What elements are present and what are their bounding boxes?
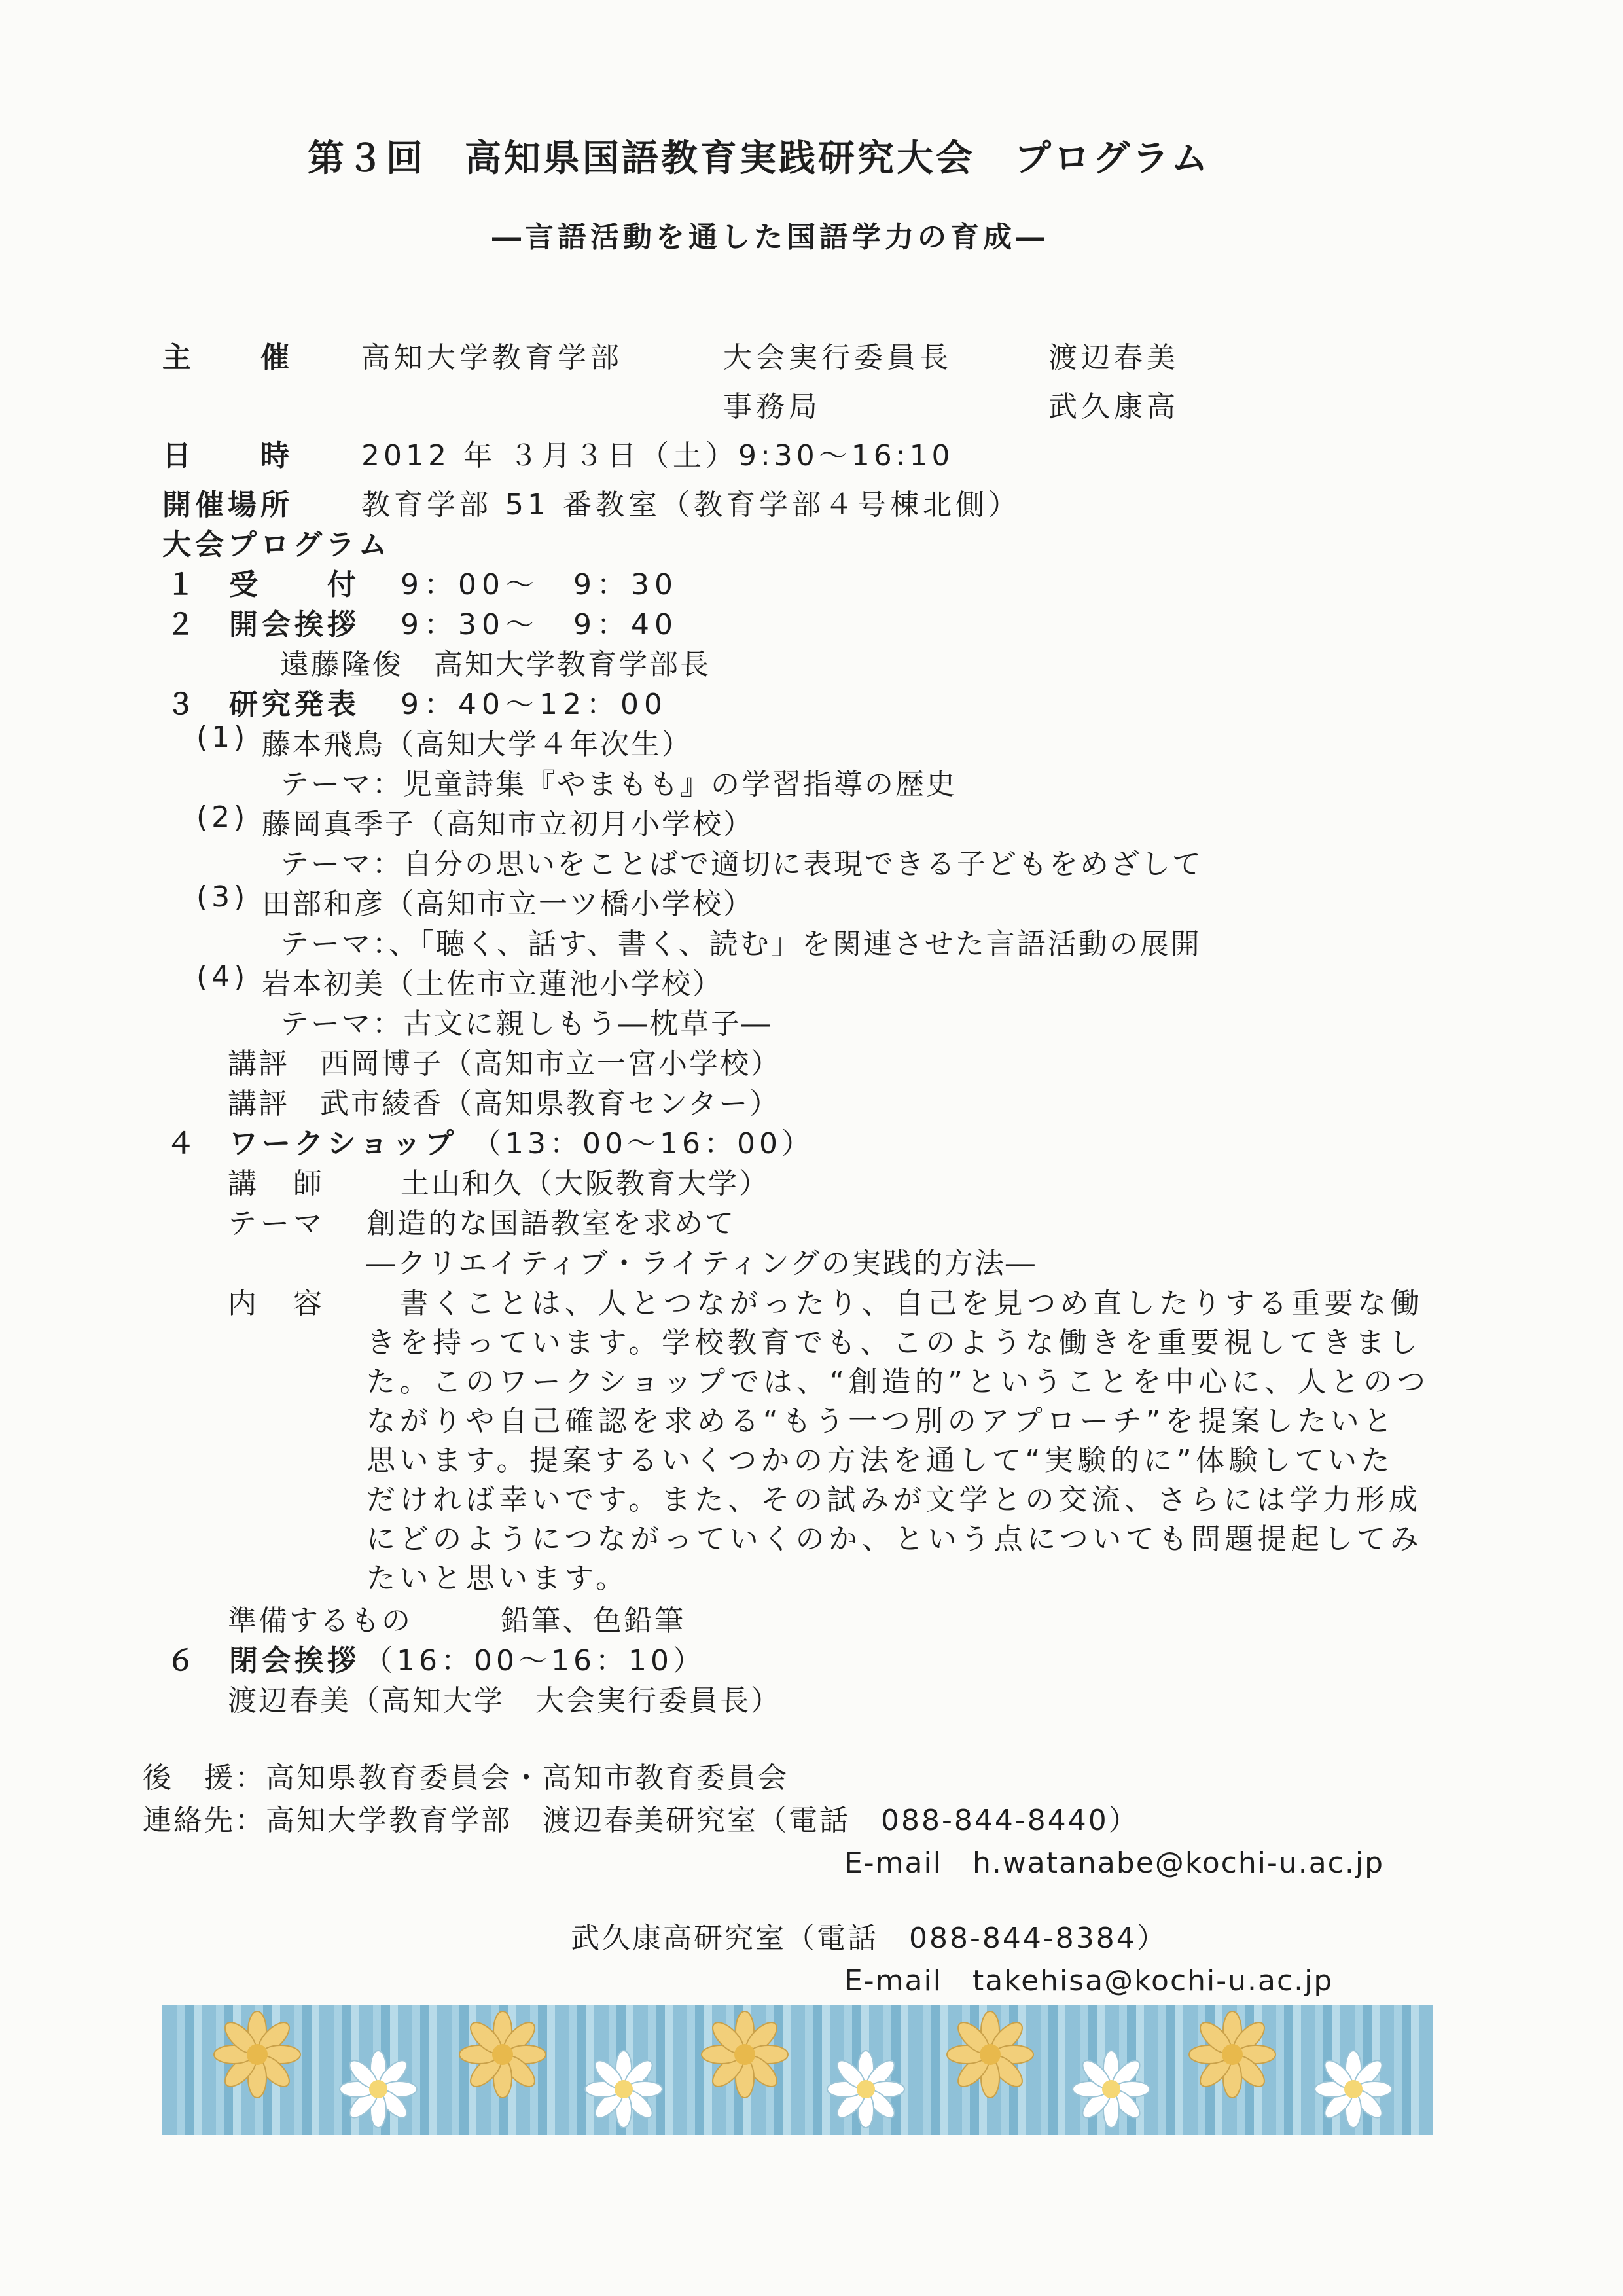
prep-value: 鉛筆、色鉛筆 xyxy=(501,1604,685,1638)
presentation-2-number: (2) xyxy=(196,800,249,834)
item2-label: 開会挨拶 xyxy=(229,608,360,641)
white-flower xyxy=(1315,2051,1392,2128)
theme-line-1: 創造的な国語教室を求めて xyxy=(366,1207,736,1240)
venue-label: 開催場所 xyxy=(162,488,293,522)
presentation-1-theme: テーマ：児童詩集『やまもも』の学習指導の歴史 xyxy=(280,768,957,801)
item6-number: ６ xyxy=(166,1644,199,1677)
item2-speaker: 遠藤隆俊 高知大学教育学部長 xyxy=(280,648,711,681)
content-line: た。このワークショップでは、“創造的”ということを中心に、人とのつ xyxy=(366,1365,1430,1399)
item3-time: 9：40～12：00 xyxy=(401,688,668,721)
content-line: だければ幸いです。また、その試みが文学との交流、さらには学力形成 xyxy=(366,1483,1422,1516)
office-role: 事務局 xyxy=(723,390,821,423)
yellow-flower xyxy=(947,2011,1033,2098)
white-flower xyxy=(340,2051,417,2128)
datetime-value: 2012 年 ３月３日（土）9:30～16:10 xyxy=(361,439,954,473)
presentation-3-theme: テーマ：、「聴く、話す、書く、読む」を関連させた言語活動の展開 xyxy=(280,927,1202,961)
presentation-3-number: (3) xyxy=(196,880,249,914)
yellow-flower xyxy=(702,2011,788,2098)
page-title: 第３回 高知県国語教育実践研究大会 プログラム xyxy=(308,137,1211,180)
page-subtitle: ―言語活動を通した国語学力の育成― xyxy=(492,221,1048,254)
item1-label: 受 付 xyxy=(229,568,360,601)
item2-time: 9：30～ 9：40 xyxy=(401,608,678,641)
item2-number: ２ xyxy=(166,608,199,641)
content-label: 内 容 xyxy=(228,1287,326,1320)
item4-time: （13：00～16：00） xyxy=(473,1127,814,1160)
datetime-label: 日 時 xyxy=(162,439,293,473)
theme-label: テーマ xyxy=(228,1207,326,1240)
item6-speaker: 渡辺春美（高知大学 大会実行委員長） xyxy=(228,1684,781,1717)
white-flower xyxy=(1073,2051,1150,2128)
venue-value: 教育学部 51 番教室（教育学部４号棟北側） xyxy=(361,488,1021,522)
chair-role: 大会実行委員長 xyxy=(723,341,952,374)
presentation-4-number: (4) xyxy=(196,960,249,994)
yellow-flower xyxy=(214,2011,300,2098)
item1-time: 9：00～ 9：30 xyxy=(401,568,678,601)
presentation-3-presenter: 田部和彦（高知市立一ツ橋小学校） xyxy=(262,888,754,921)
white-flower xyxy=(827,2051,904,2128)
presentation-2-theme: テーマ：自分の思いをことばで適切に表現できる子どもをめざして xyxy=(280,848,1203,881)
presentation-4-theme: テーマ：古文に親しもう―枕草子― xyxy=(280,1007,772,1041)
critic-2: 講評 武市綾香（高知県教育センター） xyxy=(228,1087,781,1121)
item6-time: （16：00～16：10） xyxy=(364,1644,705,1677)
content-paragraph xyxy=(366,1280,1466,1594)
content-line: 思います。提案するいくつかの方法を通して“実験的に”体験していた xyxy=(366,1444,1395,1477)
flower-banner xyxy=(162,2005,1433,2135)
organizer-org: 高知大学教育学部 xyxy=(361,341,623,374)
yellow-flower xyxy=(459,2011,546,2098)
office-name: 武久康高 xyxy=(1048,390,1179,423)
contact-line: 連絡先：高知大学教育学部 渡辺春美研究室（電話 088-844-8440） xyxy=(143,1804,1139,1837)
program-heading: 大会プログラム xyxy=(162,528,391,562)
critic-1: 講評 西岡博子（高知市立一宮小学校） xyxy=(228,1047,781,1081)
item6-label: 閉会挨拶 xyxy=(229,1644,360,1677)
presentation-1-number: (1) xyxy=(196,721,249,754)
theme-line-2: ―クリエイティブ・ライティングの実践的方法― xyxy=(366,1247,1037,1280)
item4-number: ４ xyxy=(166,1127,199,1160)
lecturer-value: 土山和久（大阪教育大学） xyxy=(401,1167,770,1200)
content-line: ながりや自己確認を求める“もう一つ別のアプローチ”を提案したいと xyxy=(366,1405,1397,1438)
content-line: たいと思います。 xyxy=(366,1562,629,1595)
prep-label: 準備するもの xyxy=(228,1604,412,1638)
yellow-flower xyxy=(1189,2011,1275,2098)
lecturer-label: 講 師 xyxy=(228,1167,326,1200)
flower-pattern xyxy=(162,2005,1433,2135)
content-line: 書くことは、人とつながったり、自己を見つめ直したりする重要な働 xyxy=(366,1287,1424,1320)
contact-line-2: 武久康高研究室（電話 088-844-8384） xyxy=(571,1922,1168,1955)
support-line: 後 援：高知県教育委員会・高知市教育委員会 xyxy=(143,1761,789,1795)
email-takehisa[interactable]: E-mail takehisa@kochi-u.ac.jp xyxy=(844,1964,1334,1998)
chair-name: 渡辺春美 xyxy=(1048,341,1179,374)
item3-number: ３ xyxy=(166,688,199,721)
content-line: にどのようにつながっていくのか、という点についても問題提起してみ xyxy=(366,1522,1423,1556)
presentation-1-presenter: 藤本飛鳥（高知大学４年次生） xyxy=(262,728,692,761)
email-watanabe[interactable]: E-mail h.watanabe@kochi-u.ac.jp xyxy=(844,1846,1385,1880)
presentation-2-presenter: 藤岡真季子（高知市立初月小学校） xyxy=(262,808,754,841)
item3-label: 研究発表 xyxy=(229,688,360,721)
item4-label: ワークショップ xyxy=(229,1127,458,1160)
item1-number: １ xyxy=(166,568,199,601)
white-flower xyxy=(585,2051,662,2128)
organizer-label: 主 催 xyxy=(162,341,293,374)
presentation-4-presenter: 岩本初美（土佐市立蓮池小学校） xyxy=(262,967,723,1001)
content-line: きを持っています。学校教育でも、このような働きを重要視してきまし xyxy=(366,1326,1422,1359)
